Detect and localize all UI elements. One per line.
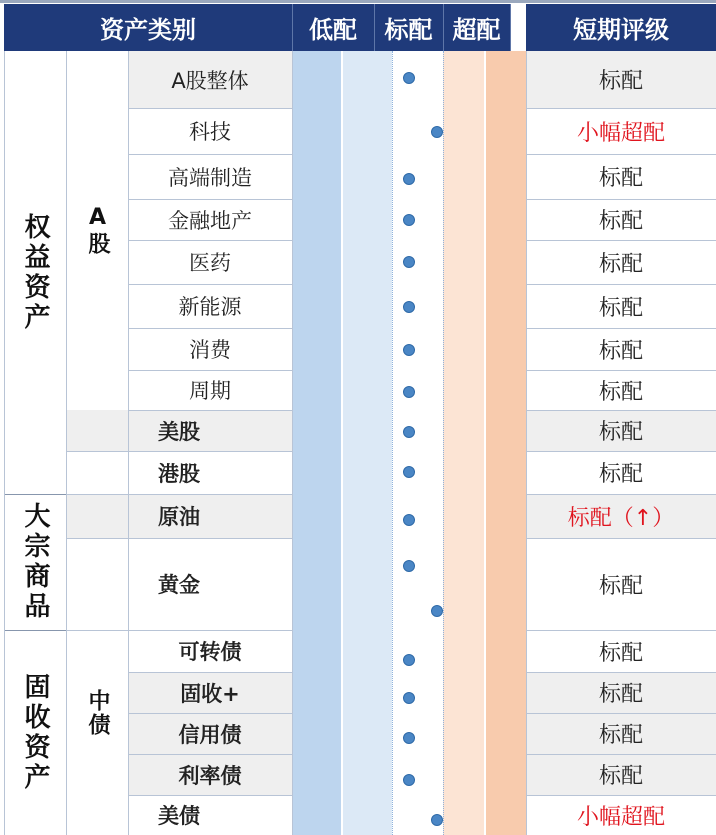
asset-name: 固收+ — [180, 681, 240, 706]
allocation-marker — [403, 72, 415, 84]
subgroup-label-text: A股 — [85, 205, 110, 256]
asset-name: 可转债 — [178, 640, 242, 664]
group-divider — [4, 630, 66, 631]
rating-value: 标配 — [598, 573, 643, 599]
asset-name: 周期 — [189, 379, 231, 403]
band-separator — [484, 51, 486, 835]
allocation-marker — [403, 654, 415, 666]
group-label — [4, 51, 66, 494]
allocation-marker-secondary — [431, 605, 443, 617]
asset-name: 利率债 — [178, 763, 242, 788]
over-band-light — [443, 51, 485, 835]
header-divider — [510, 4, 511, 51]
allocation-marker — [403, 692, 415, 704]
rating-value: 标配 — [598, 764, 643, 789]
allocation-marker — [403, 732, 415, 744]
header-divider — [292, 4, 293, 51]
header-divider — [374, 4, 375, 51]
subgroup-label — [66, 51, 128, 410]
standard-guide-line — [392, 51, 393, 835]
allocation-marker — [431, 126, 443, 138]
header-overweight: 超配 — [443, 4, 510, 51]
allocation-marker — [403, 514, 415, 526]
rating-value: 小幅超配 — [576, 804, 665, 830]
low-band-light — [342, 51, 392, 835]
asset-name: 消费 — [189, 338, 231, 362]
allocation-marker — [403, 466, 415, 478]
column-divider — [66, 51, 67, 835]
allocation-marker — [403, 344, 415, 356]
rating-value: 小幅超配 — [576, 120, 665, 146]
rating-value: 标配 — [598, 251, 643, 277]
column-divider — [292, 51, 293, 835]
allocation-marker — [403, 560, 415, 572]
allocation-marker — [403, 426, 415, 438]
top-rule — [0, 0, 716, 3]
asset-name: 新能源 — [178, 295, 242, 319]
asset-name: 美股 — [158, 419, 200, 444]
asset-name: 港股 — [158, 461, 200, 486]
asset-name: 科技 — [189, 120, 231, 144]
column-divider — [526, 51, 527, 835]
allocation-marker — [403, 301, 415, 313]
allocation-marker — [431, 814, 443, 826]
header-asset-category: 资产类别 — [4, 4, 292, 51]
rating-value: 标配 — [598, 295, 643, 321]
allocation-marker — [403, 774, 415, 786]
allocation-marker — [403, 173, 415, 185]
header-short-term-rating: 短期评级 — [526, 4, 716, 51]
asset-name: 原油 — [158, 505, 200, 529]
rating-value: 标配 — [598, 640, 643, 666]
asset-name: 美债 — [158, 804, 200, 828]
rating-value: 标配 — [598, 69, 643, 94]
rating-value: 标配 — [598, 420, 643, 445]
rating-value: 标配 — [598, 166, 643, 191]
group-label — [4, 630, 66, 835]
asset-name: 信用债 — [178, 722, 242, 747]
asset-name: 医药 — [189, 251, 231, 275]
allocation-marker — [403, 386, 415, 398]
rating-value: 标配 — [598, 462, 643, 487]
group-label — [4, 494, 66, 630]
rating-value: 标配 — [598, 723, 643, 748]
group-label-text: 大宗商品 — [20, 502, 50, 622]
column-divider — [128, 51, 129, 835]
subgroup-label — [66, 630, 128, 795]
over-band-dark — [485, 51, 526, 835]
asset-name: 黄金 — [158, 573, 200, 597]
left-border — [4, 51, 5, 835]
rating-value: 标配 — [598, 209, 643, 234]
rating-value: 标配（↑） — [567, 505, 675, 531]
group-divider — [4, 494, 66, 495]
band-separator — [341, 51, 343, 835]
header-divider — [443, 4, 444, 51]
header-standard: 标配 — [374, 4, 443, 51]
rating-value: 标配 — [598, 338, 643, 364]
asset-name: A股整体 — [171, 68, 249, 93]
subgroup-label-text: 中债 — [85, 688, 110, 737]
group-label-text: 固收资产 — [20, 672, 50, 793]
rating-value: 标配 — [598, 682, 643, 707]
allocation-marker — [403, 256, 415, 268]
header-underweight: 低配 — [292, 4, 374, 51]
asset-name: 高端制造 — [168, 165, 252, 190]
rating-value: 标配 — [598, 379, 643, 405]
group-label-text: 权益资产 — [20, 212, 50, 333]
asset-name: 金融地产 — [168, 208, 252, 233]
low-band-dark — [292, 51, 342, 835]
allocation-marker — [403, 214, 415, 226]
standard-guide-line — [443, 51, 444, 835]
